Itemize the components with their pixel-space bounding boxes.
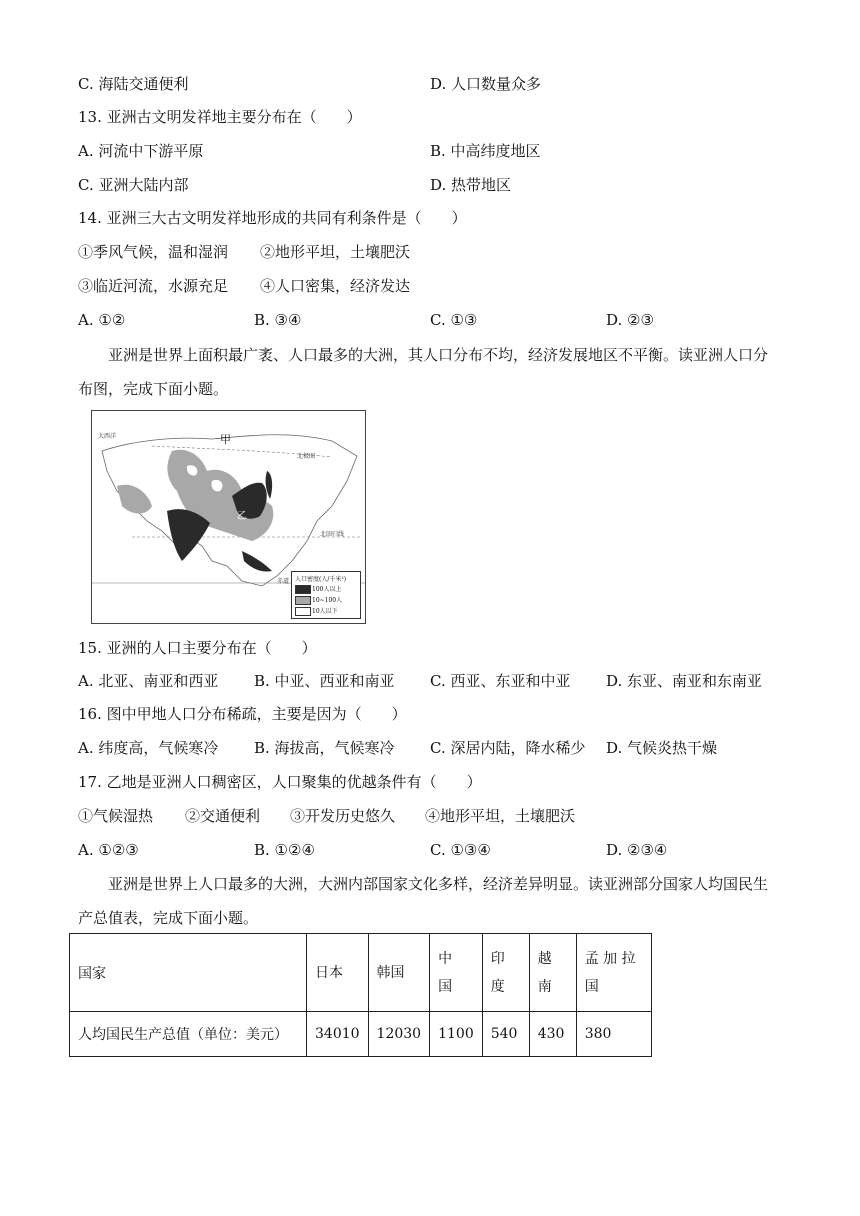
q14-stem: 14. 亚洲三大古文明发祥地形成的共同有利条件是（ ）: [78, 209, 467, 227]
yi-label: 乙: [237, 511, 247, 522]
intro-paragraph-2: 亚洲是世界上人口最多的大洲，大洲内部国家文化多样，经济差异明显。读亚洲部分国家人均国民生产总值表，完成下面小题。: [78, 875, 769, 927]
q14-option-c: C. ①③: [430, 311, 478, 329]
legend-text-low: 10人以下: [312, 608, 338, 615]
q17-stem: 17. 乙地是亚洲人口稠密区，人口聚集的优越条件有（ ）: [78, 773, 482, 791]
legend-title: 人口密度(人/千米²): [295, 576, 347, 583]
q15-option-b: B. 中亚、西亚和南亚: [254, 672, 395, 690]
table-country-vietnam: [529, 934, 576, 1012]
country-name-line: 国: [438, 978, 453, 995]
table-row-label: 人均国民生产总值（单位：美元）: [70, 1012, 307, 1057]
tropic-label: 北回归线: [320, 531, 345, 538]
equator-label: 赤道: [277, 578, 290, 585]
q17-option-b: B. ①②④: [254, 841, 315, 859]
legend-swatch-mid: [295, 596, 311, 605]
table-value-row: [70, 1012, 652, 1057]
q16-option-c: C. 深居内陆，降水稀少: [430, 739, 586, 757]
table-value-korea: 12030: [368, 1012, 430, 1057]
q17-statement-1: ①气候湿热: [78, 807, 154, 825]
table-country-india: [482, 934, 529, 1012]
q14-statement-3: ③临近河流，水源充足: [78, 277, 229, 295]
country-name-line: 度: [490, 978, 505, 995]
q17-option-c: C. ①③④: [430, 841, 491, 859]
arctic-circle-label: 北极圈: [297, 453, 316, 460]
q14-option-a: A. ①②: [78, 311, 126, 329]
table-value-vietnam: 430: [529, 1012, 576, 1057]
q13-option-d: D. 热带地区: [430, 176, 512, 194]
q15-option-d: D. 东亚、南亚和东南亚: [606, 672, 763, 690]
table-value-bangladesh: 380: [576, 1012, 651, 1057]
q13-option-c: C. 亚洲大陆内部: [78, 176, 189, 194]
q13-stem: 13. 亚洲古文明发祥地主要分布在（ ）: [78, 108, 362, 126]
q12-option-d: D. 人口数量众多: [430, 75, 542, 93]
country-name-line: 中: [438, 950, 453, 967]
legend-row-mid: [295, 595, 357, 605]
legend-row-low: [295, 606, 357, 616]
country-name-line: 印: [490, 950, 505, 967]
q14-statement-2: ②地形平坦，土壤肥沃: [260, 243, 411, 261]
q14-option-b: B. ③④: [254, 311, 302, 329]
table-value-japan: 34010: [307, 1012, 369, 1057]
table-country-japan: [307, 934, 369, 1012]
legend-text-high: 100人以上: [312, 586, 342, 593]
ocean-label: 大西洋: [98, 433, 117, 440]
q17-statement-2: ②交通便利: [185, 807, 261, 825]
asia-population-map: [91, 410, 366, 624]
q15-option-a: A. 北亚、南亚和西亚: [78, 672, 219, 690]
table-value-india: 540: [482, 1012, 529, 1057]
table-country-bangladesh: [576, 934, 651, 1012]
country-name-line: 孟 加 拉: [584, 950, 636, 967]
q17-option-a: A. ①②③: [78, 841, 139, 859]
country-name-line: 南: [537, 978, 552, 995]
table-value-china: 1100: [430, 1012, 483, 1057]
q13-option-b: B. 中高纬度地区: [430, 142, 541, 160]
q16-option-a: A. 纬度高，气候寒冷: [78, 739, 219, 757]
table-header-label: 国家: [70, 934, 307, 1012]
q16-option-b: B. 海拔高，气候寒冷: [254, 739, 395, 757]
legend-text-mid: 10~100人: [312, 597, 343, 604]
country-name-line: 国: [584, 978, 599, 995]
q17-statement-4: ④地形平坦，土壤肥沃: [425, 807, 576, 825]
gnp-table: [69, 933, 652, 1057]
q17-option-d: D. ②③④: [606, 841, 668, 859]
country-name-line: 日本: [315, 964, 343, 981]
intro-paragraph-1: 亚洲是世界上面积最广袤、人口最多的大洲，其人口分布不均，经济发展地区不平衡。读亚洲人口分布图，完成下面小题。: [78, 346, 769, 398]
table-country-china: [430, 934, 483, 1012]
legend-row-high: [295, 584, 357, 594]
jia-label: 甲: [220, 433, 231, 446]
q16-stem: 16. 图中甲地人口分布稀疏，主要是因为（ ）: [78, 705, 407, 723]
legend-swatch-low: [295, 607, 311, 616]
q15-stem: 15. 亚洲的人口主要分布在（ ）: [78, 639, 317, 657]
density-high-southeast: [242, 551, 272, 572]
legend-swatch-high: [295, 585, 311, 594]
country-name-line: 越: [537, 950, 552, 967]
q12-option-c: C. 海陆交通便利: [78, 75, 189, 93]
q14-statement-4: ④人口密集，经济发达: [260, 277, 411, 295]
q14-option-d: D. ②③: [606, 311, 654, 329]
density-medium-west: [117, 485, 152, 514]
q13-option-a: A. 河流中下游平原: [78, 142, 204, 160]
q17-statement-3: ③开发历史悠久: [290, 807, 396, 825]
q16-option-d: D. 气候炎热干燥: [606, 739, 718, 757]
q14-statement-1: ①季风气候，温和湿润: [78, 243, 229, 261]
q15-option-c: C. 西亚、东亚和中亚: [430, 672, 571, 690]
map-legend: [291, 571, 361, 619]
country-name-line: 韩国: [376, 964, 405, 981]
table-country-korea: [368, 934, 430, 1012]
table-header-row: [70, 934, 652, 1012]
